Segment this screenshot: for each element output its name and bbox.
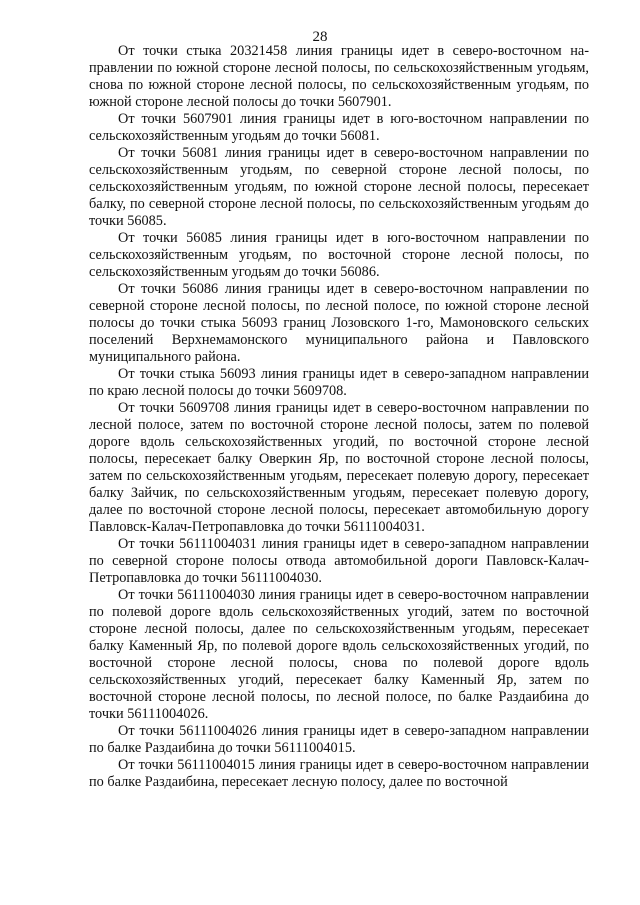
page-number: 28 xyxy=(312,29,328,45)
paragraph: От точки 5609708 линия границы идет в северо-восточном направлении по лесной полосе, затем по восточной стороне лесной полосы, затем по полевой дороге вдоль сельскохозяйственных угодий, по восточной стороне лесной полосы, пересекает балку Оверкин Яр, по восточной стороне лесной полосы, затем по сельскохозяйственным угодьям, пересекает полевую дорогу, пересекает балку Зайчик, по сельскохозяйственным угодьям, пересекает полевую дорогу, далее по восточной стороне лесной полосы, пересекает автомобильную дорогу Павловск-Калач-Петропавловка до точки 56111004031. xyxy=(89,400,589,535)
paragraph: От точки 56081 линия границы идет в северо-восточном направлении по сельскохозяйственным угодьям, по северной стороне лесной полосы, по сельскохозяйственным угодьям, по южной стороне лесной полосы, пересекает балку, по северной стороне лесной полосы, по сельскохозяйственным угодьям до точки 56085. xyxy=(89,145,589,229)
paragraph: От точки стыка 20321458 линия границы идет в северо-восточном направлении по южной стороне лесной полосы, по сельскохозяйственным угодьям, снова по южной стороне лесной полосы, по сельскохозяйственным угодьям, по южной стороне лесной полосы до точки 5607901. xyxy=(89,43,589,110)
paragraph: От точки 56111004015 линия границы идет в северо-восточном направлении по балке Раздаибина, пересекает лесную полосу, далее по восточной xyxy=(89,757,589,790)
paragraph: От точки 56111004031 линия границы идет в северо-западном направлении по северной стороне полосы отвода автомобильной дороги Павловск-Калач-Петропавловка до точки 56111004030. xyxy=(89,536,589,586)
paragraph: От точки 56111004026 линия границы идет в северо-западном направлении по балке Раздаибина до точки 56111004015. xyxy=(89,723,589,756)
paragraph: От точки 56086 линия границы идет в северо-восточном направлении по северной стороне лесной полосы, по лесной полосе, по южной стороне лесной полосы до точки стыка 56093 границ Лозовского 1-го, Мамоновского сельских поселений Верхнемамонского муниципального района и Павловского муниципального района. xyxy=(89,281,589,365)
paragraph: От точки 56085 линия границы идет в юго-восточном направлении по сельскохозяйственным угодьям, по восточной стороне лесной полосы, по сельскохозяйственным угодьям до точки 56086. xyxy=(89,230,589,280)
document-body xyxy=(89,43,589,791)
paragraph: От точки стыка 56093 линия границы идет в северо-западном направлении по краю лесной полосы до точки 5609708. xyxy=(89,366,589,399)
paragraph: От точки 56111004030 линия границы идет в северо-восточном направлении по полевой дороге вдоль сельскохозяйственных угодий, затем по восточной стороне лесной полосы, далее по сельскохозяйственным угодьям, пересекает балку Каменный Яр, по полевой дороге вдоль сельскохозяйственных угодий, по восточной стороне лесной полосы, снова по полевой дороге вдоль сельскохозяйственных угодий, пересекает балку Каменный Яр, затем по восточной стороне лесной полосы, по лесной полосе, по балке Раздаибина до точки 56111004026. xyxy=(89,587,589,722)
paragraph: От точки 5607901 линия границы идет в юго-восточном направлении по сельскохозяйственным угодьям до точки 56081. xyxy=(89,111,589,144)
